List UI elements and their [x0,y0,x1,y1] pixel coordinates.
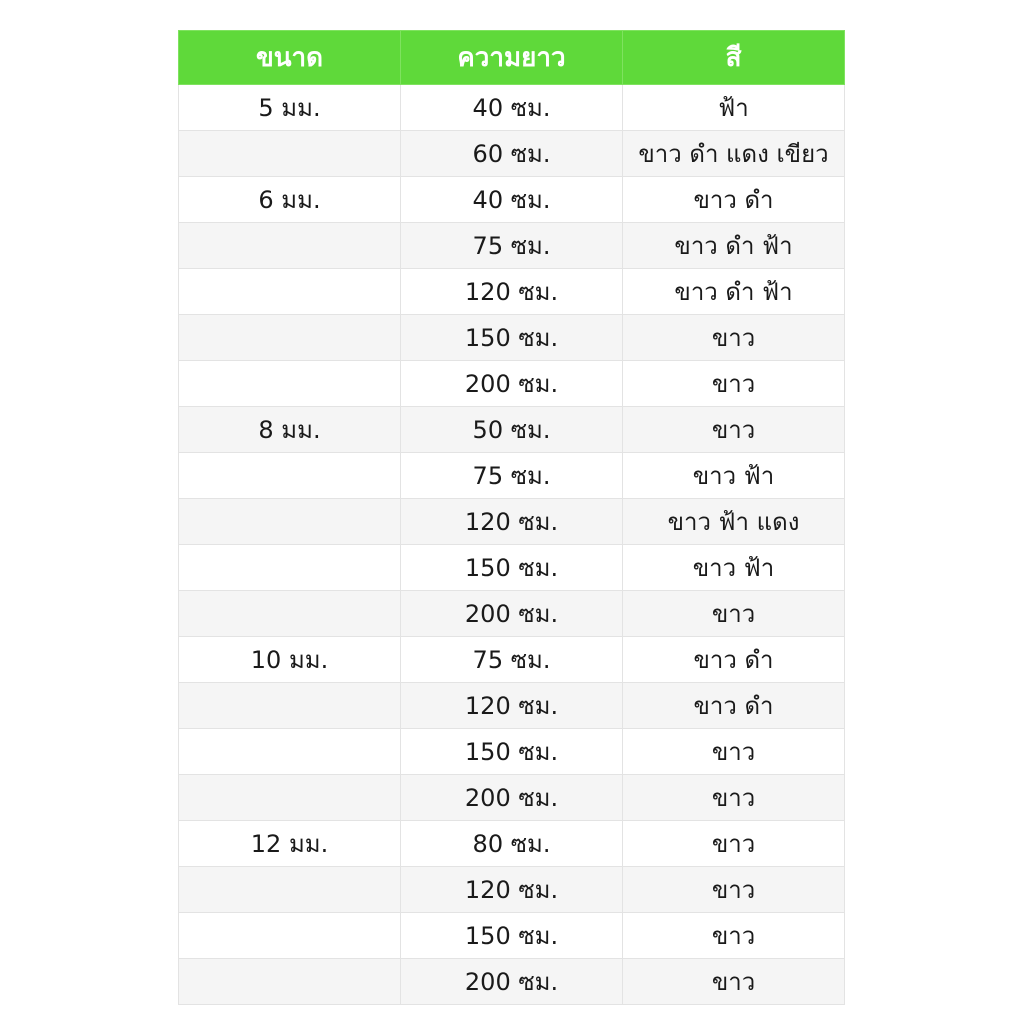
length-cell: 80 ซม. [401,821,623,867]
table-header [179,31,845,85]
table-row [179,591,845,637]
size-cell [179,867,401,913]
table-row [179,85,845,131]
size-cell [179,223,401,269]
header-row [179,31,845,85]
size-cell [179,315,401,361]
table-row [179,315,845,361]
color-cell: ขาว [623,361,845,407]
size-cell [179,545,401,591]
table-row [179,867,845,913]
length-cell: 200 ซม. [401,959,623,1005]
length-cell: 120 ซม. [401,867,623,913]
size-cell [179,361,401,407]
size-cell: 5 มม. [179,85,401,131]
length-cell: 60 ซม. [401,131,623,177]
length-cell: 75 ซม. [401,637,623,683]
table-row [179,407,845,453]
size-cell [179,959,401,1005]
table-row [179,775,845,821]
table-row [179,545,845,591]
size-cell: 12 มม. [179,821,401,867]
size-length-color-table [178,30,845,1005]
length-cell: 50 ซม. [401,407,623,453]
length-cell: 150 ซม. [401,913,623,959]
table-row [179,269,845,315]
color-cell: ขาว [623,775,845,821]
size-cell [179,729,401,775]
color-cell: ขาว ดำ ฟ้า [623,269,845,315]
color-cell: ขาว ฟ้า [623,545,845,591]
size-cell: 8 มม. [179,407,401,453]
length-cell: 40 ซม. [401,85,623,131]
table-row [179,913,845,959]
length-cell: 40 ซม. [401,177,623,223]
size-cell [179,591,401,637]
table-row [179,223,845,269]
length-cell: 120 ซม. [401,499,623,545]
color-cell: ขาว [623,867,845,913]
color-cell: ขาว [623,315,845,361]
size-cell [179,453,401,499]
color-cell: ขาว ดำ [623,637,845,683]
color-cell: ขาว ดำ แดง เขียว [623,131,845,177]
table-row [179,683,845,729]
length-cell: 120 ซม. [401,683,623,729]
color-cell: ขาว ดำ [623,177,845,223]
length-cell: 120 ซม. [401,269,623,315]
table-row [179,729,845,775]
header-size: ขนาด [179,31,401,85]
length-cell: 150 ซม. [401,729,623,775]
size-cell [179,269,401,315]
size-cell [179,499,401,545]
size-cell: 6 มม. [179,177,401,223]
color-cell: ขาว ฟ้า [623,453,845,499]
color-cell: ขาว [623,913,845,959]
table-body [179,85,845,1005]
header-color: สี [623,31,845,85]
table-row [179,131,845,177]
size-cell [179,775,401,821]
length-cell: 200 ซม. [401,361,623,407]
table-row [179,453,845,499]
size-cell [179,683,401,729]
table-row [179,361,845,407]
size-cell [179,131,401,177]
table-row [179,959,845,1005]
length-cell: 150 ซม. [401,545,623,591]
color-cell: ขาว [623,591,845,637]
size-cell: 10 มม. [179,637,401,683]
table-row [179,821,845,867]
color-cell: ขาว ดำ [623,683,845,729]
length-cell: 150 ซม. [401,315,623,361]
table-row [179,499,845,545]
length-cell: 75 ซม. [401,223,623,269]
size-cell [179,913,401,959]
color-cell: ขาว [623,821,845,867]
color-cell: ขาว ดำ ฟ้า [623,223,845,269]
color-cell: ขาว [623,959,845,1005]
length-cell: 200 ซม. [401,591,623,637]
table-row [179,637,845,683]
color-cell: ฟ้า [623,85,845,131]
table-row [179,177,845,223]
color-cell: ขาว ฟ้า แดง [623,499,845,545]
color-cell: ขาว [623,729,845,775]
length-cell: 200 ซม. [401,775,623,821]
header-length: ความยาว [401,31,623,85]
color-cell: ขาว [623,407,845,453]
length-cell: 75 ซม. [401,453,623,499]
